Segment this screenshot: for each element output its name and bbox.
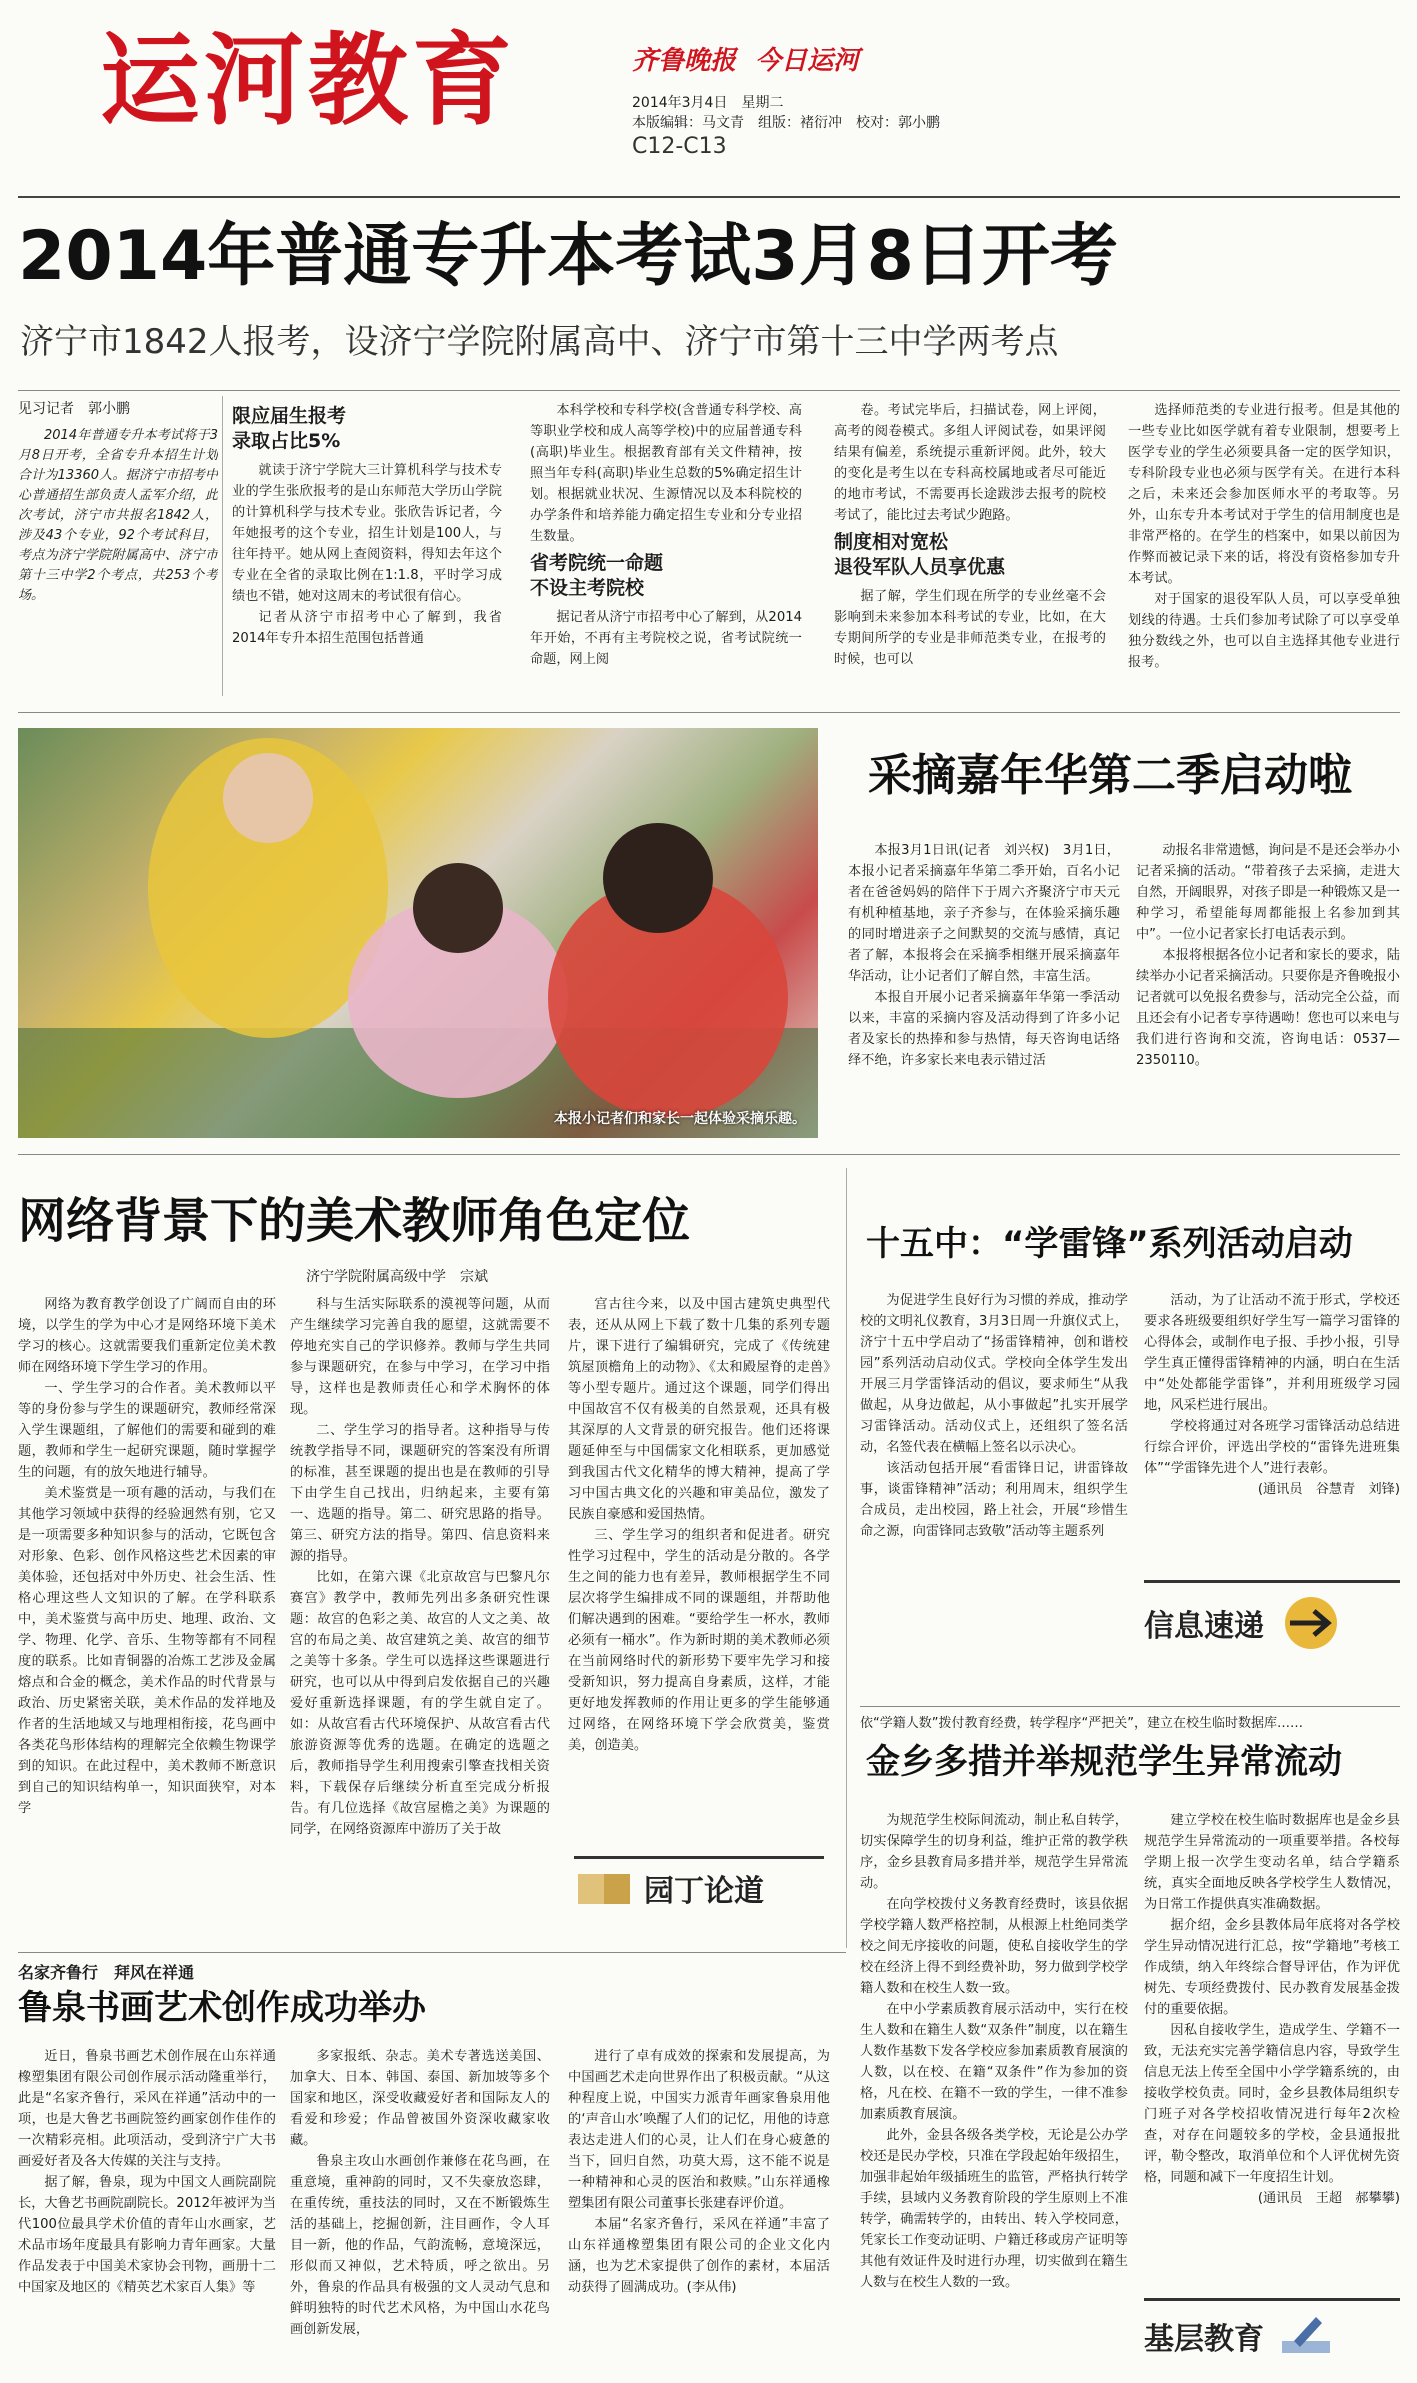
col-divider	[846, 1168, 847, 1948]
paragraph: 本届“名家齐鲁行，采风在祥通”丰富了山东祥通橡塑集团有限公司的企业文化内涵，也为艺术家提供了创作的素材，本届活动获得了圆满成功。(李从伟)	[568, 2217, 830, 2295]
lead-col-2	[232, 400, 502, 696]
paragraph: 建立学校在校生临时数据库也是金乡县规范学生异常流动的一项重要举措。各校每学期上报一次学生变动名单，结合学籍系统，真实全面地反映各学校学生人数情况，为日常工作提供真实准确数据。	[1144, 1813, 1400, 1912]
jinxiang-credit: (通讯员 王超 郝攀攀)	[1257, 2191, 1400, 2206]
masthead-rule	[18, 196, 1400, 198]
lead-summary	[18, 426, 218, 698]
paragraph: 本报3月1日讯(记者 刘兴权) 3月1日，本报小记者采摘嘉年华第二季开始，百名小记者在爸爸妈妈的陪伴下于周六齐聚济宁市天元有机种植基地，亲子齐参与，在体验采摘乐趣的同时增进亲子之间默契的交流与感情，真记者了解，本报将会在采摘季相继开展采摘嘉年华活动，让小记者们了解自然，丰富生活。	[848, 843, 1120, 984]
paragraph: 鲁泉主攻山水画创作兼修在花鸟画，在重意境，重神韵的同时，又不失豪放恣肆，在重传统，重技法的同时，又在不断锻炼生活的基础上，挖掘创新，注目画作，令人耳目一新，他的作品，气韵流畅，意境深远，形似而又神似，艺术特质，呼之欲出。另外，鲁泉的作品具有极强的文人灵动气息和鲜明独特的时代艺术风格，为中国山水花鸟画创新发展，	[290, 2154, 550, 2337]
lead-summary-text: 2014年普通专升本考试将于3月8日开考，全省专升本招生计划合计为13360人。据济宁市招考中心普通招生部负责人孟军介绍，此次考试，济宁市共报名1842人，涉及43个专业，92个考试科目，考点为济宁学院附属高中、济宁市第十三中学2个考点，共253个考场。	[18, 428, 218, 603]
lead-rule	[18, 390, 1400, 391]
paragraph: 比如，在第六课《北京故宫与巴黎凡尔赛宫》教学中，教师先列出多条研究性课题：故宫的色彩之美、故宫的人文之美、故宫的布局之美、故宫建筑之美、故宫的细节之美等十多条。学生可以选择这些课题进行研究，也可以从中得到启发依据自己的兴趣爱好重新选择课题，有的学生就自定了。如：从故宫看古代环境保护、从故宫看古代旅游资源等优秀的选题。在确定的选题之后，教师指导学生利用搜索引擎查找相关资料，下载保存后继续分析直至完成分析报告。有几位选择《故宫屋檐之美》为课题的同学，在网络资源库中游历了关于故	[290, 1570, 550, 1837]
paragraph: 在向学校拨付义务教育经费时，该县依据学校学籍人数严格控制，从根源上杜绝同类学校之间无序接收的问题，使私自接收学生的学校在经济上得不到经费补助，努力做到学校学籍人数和在校生人数一致。	[860, 1897, 1128, 1996]
paragraph: 宫古往今来，以及中国古建筑史典型代表，还从从网上下载了数十几集的系列专题片，课下进行了编辑研究，完成了《传统建筑屋顶檐角上的动物》、《太和殿屋脊的走兽》等小型专题片。通过这个课题，同学们得出中国故宫不仅有极美的自然景观，还具有极其深厚的人文背景的研究报告。他们还将课题延伸至与中国儒家文化相联系，更加感觉到我国古代文化精华的博大精神，提高了学习中国古典文化的兴趣和审美品位，激发了民族自豪感和爱国热情。	[568, 1297, 830, 1522]
strawberry-col-1	[848, 840, 1120, 1136]
painting-headline: 鲁泉书画艺术创作成功举办	[18, 1988, 426, 2028]
lead-col-3	[530, 400, 802, 696]
photo-illustration	[18, 728, 818, 1138]
jinxiang-headline: 金乡多措并举规范学生异常流动	[866, 1742, 1342, 1782]
section-tag-grassroots	[1144, 2298, 1400, 2371]
lead-subhead: 济宁市1842人报考，设济宁学院附属高中、济宁市第十三中学两考点	[20, 322, 1059, 362]
paragraph: 三、学生学习的组织者和促进者。研究性学习过程中，学生的活动是分散的。各学生之间的能力也有差异，教师根据学生不同层次将学生编排成不同的课题组，并帮助他们解决遇到的困难。“要给学生一杯水，教师必须有一桶水”。作为新时期的美术教师必须在当前网络时代的新形势下要牢先学习和接受新知识，努力提高自身素质，这样，才能更好地发挥教师的作用让更多的学生能够通过网络，在网络环境下学会欣赏美，鉴赏美，创造美。	[568, 1528, 830, 1753]
photo-caption: 本报小记者们和家长一起体验采摘乐趣。	[554, 1111, 806, 1127]
leifeng-credit: (通讯员 谷慧青 刘锋)	[1257, 1482, 1400, 1497]
book-icon	[574, 1866, 634, 1910]
lead-subhead-exam: 省考院统一命题 不设主考院校	[530, 552, 664, 599]
paragraph: 据记者从济宁市招考中心了解到，从2014年开始，不再有主考院校之说，省考试院统一命题，网上阅	[530, 610, 802, 667]
painting-col-3	[568, 2046, 830, 2372]
paragraph: 学校将通过对各班学习雷锋活动总结进行综合评价，评选出学校的“雷锋先进班集体”“学雷锋先进个人”进行表彰。	[1144, 1419, 1400, 1476]
pencil-icon	[1276, 2311, 1336, 2361]
lead-headline: 2014年普通专升本考试3月8日开考	[18, 217, 1118, 296]
painting-col-1	[18, 2046, 276, 2372]
paragraph: 据介绍，金乡县教体局年底将对各学校学生异动情况进行汇总，按“学籍地”考核工作成绩，纳入年终综合督导评估，作为评优树先、专项经费拨付、民办教育发展基金拨付的重要依据。	[1144, 1918, 1400, 2017]
issue-date: 2014年3月4日 星期二	[632, 95, 784, 111]
lead-subhead-policy: 制度相对宽松 退役军队人员享优惠	[834, 531, 1006, 578]
paragraph: 为规范学生校际间流动，制止私自转学，切实保障学生的切身利益，维护正常的教学秩序，金乡县教育局多措并举，规范学生异常流动。	[860, 1813, 1128, 1891]
lead-col-4	[834, 400, 1106, 696]
paragraph: 此外，金县各级各类学校，无论是公办学校还是民办学校，只准在学段起始年级招生，加强非起始年级插班生的监管，严格执行转学手续，县域内义务教育阶段的学生原则上不准转学，确需转学的，由转出、转入学校同意，凭家长工作变动证明、户籍迁移或房产证明等其他有效证件及时进行办理，切实做到在籍生人数与在校生人数的一致。	[860, 2128, 1128, 2290]
paragraph: 本报自开展小记者采摘嘉年华第一季活动以来，丰富的采摘内容及活动得到了许多小记者及家长的热捧和参与热情，每天咨询电话络绎不绝，许多家长来电表示错过活	[848, 990, 1120, 1068]
painting-col-2	[290, 2046, 550, 2372]
leifeng-col-2	[1144, 1290, 1400, 1540]
paragraph: 本报将根据各位小记者和家长的要求，陆续举办小记者采摘活动。只要你是齐鲁晚报小记者就可以免报名费参与，活动完全公益，而且还会有小记者专享待遇呦！您也可以来电与我们进行咨询和交流，咨询电话：0537—2350110。	[1136, 948, 1400, 1068]
art-byline: 济宁学院附属高级中学 宗斌	[306, 1269, 488, 1285]
paragraph: 进行了卓有成效的探索和发展提高，为中国画艺术走向世界作出了积极贡献。“从这种程度上说，中国实力派青年画家鲁泉用他的‘声音山水’唤醒了人们的记忆，用他的诗意表达走进人们的心灵，让人们在身心疲惫的当下，回归自然，功莫大焉，这不能不说是一种精神和心灵的医治和救赎。”山东祥通橡塑集团有限公司董事长张建春评价道。	[568, 2049, 830, 2211]
section-rule	[18, 712, 1400, 713]
paragraph: 美术鉴赏是一项有趣的活动，与我们在其他学习领域中获得的经验迥然有别，它又是一项需要多种知识参与的活动，它既包含对形象、色彩、创作风格这些艺术因素的审美体验，还包括对中外历史、社会生活、性格心理这些人文知识的了解。在学科联系中，美术鉴赏与高中历史、地理、政治、文学、物理、化学、音乐、生物等都有不同程度的联系。比如青铜器的冶炼工艺涉及金属熔点和合金的概念，美术作品的时代背景与政治、历史紧密关联，美术作品的发祥地及作者的生活地域又与地理相衔接，花鸟画中各类花鸟形体结构的理解完全依赖生物课学到的知识。在此过程中，美术教师不断意识到自己的知识结构单一，知识面狭窄，对本学	[18, 1486, 276, 1816]
paper-name	[632, 40, 859, 77]
art-col-2	[290, 1294, 550, 1920]
paragraph: 对于国家的退役军队人员，可以享受单独划线的待遇。士兵们参加考试除了可以享受单独分数线之外，也可以自主选择其他专业进行报考。	[1128, 592, 1400, 670]
lead-subhead-quota: 限应届生报考 录取占比5%	[232, 405, 347, 452]
paragraph: 就读于济宁学院大三计算机科学与技术专业的学生张欣报考的是山东师范大学历山学院的计算机科学与技术专业。张欣告诉记者，今年她报考的这个专业，招生计划是100人，与往年持平。她从网上查阅资料，得知去年这个专业在全省的录取比例在1:1.8，平时学习成绩也不错，她对这周末的考试很有信心。	[232, 463, 502, 604]
strawberry-col-2	[1136, 840, 1400, 1136]
leifeng-headline: 十五中：“学雷锋”系列活动启动	[866, 1224, 1353, 1264]
art-col-3	[568, 1294, 830, 1824]
page-numbers: C12-C13	[632, 134, 727, 159]
paragraph: 二、学生学习的指导者。这种指导与传统教学指导不同，课题研究的答案没有所谓的标准，甚至课题的提出也是在教师的引导下由学生自己找出，归纳起来，主要有第一、选题的指导。第二、研究思路的指导。第三、研究方法的指导。第四、信息资料来源的指导。	[290, 1423, 550, 1564]
paragraph: 该活动包括开展“看雷锋日记，讲雷锋故事，谈雷锋精神”活动；利用周末，组织学生合成员，走出校园，路上社会，开展“珍惜生命之源，向雷锋同志致敬”活动等主题系列	[860, 1461, 1128, 1539]
lead-col-5	[1128, 400, 1400, 696]
paragraph: 卷。考试完毕后，扫描试卷，网上评阅，高考的阅卷模式。多组人评阅试卷，如果评阅结果有偏差，系统提示重新评阅。此外，较大的变化是考生以在专科高校属地或者尽可能近的地市考试，不需要再长途跋涉去报考的院校考试了，能比过去考试少跑路。	[834, 403, 1106, 523]
paragraph: 科与生活实际联系的漠视等问题，从而产生继续学习完善自我的愿望，这就需要不停地充实自己的学识修养。教师与学生共同参与课题研究，在参与中学习，在学习中指导，这样也是教师责任心和学术胸怀的体现。	[290, 1297, 550, 1417]
paragraph: 活动，为了让活动不流于形式，学校还要求各班级要组织好学生写一篇学习雷锋的心得体会，或制作电子报、手抄小报，引导学生真正懂得雷锋精神的内涵，明白在生活中“处处都能学雷锋”，并利用班级学习园地，风采栏进行展出。	[1144, 1293, 1400, 1413]
paragraph: 动报名非常遗憾，询问是不是还会举办小记者采摘的活动。“带着孩子去采摘，走进大自然，开阔眼界，对孩子即是一种锻炼又是一种学习，希望能每周都能报上名参加到其中”。一位小记者家长打电话表示到。	[1136, 843, 1400, 942]
jinxiang-ticker: 依“学籍人数”拨付教育经费，转学程序“严把关”，建立在校生临时数据库……	[860, 1716, 1303, 1731]
strawberry-photo	[18, 728, 818, 1138]
leifeng-col-1	[860, 1290, 1128, 1700]
lead-byline: 见习记者 郭小鹏	[18, 401, 130, 417]
col-divider	[222, 396, 223, 696]
painting-kicker: 名家齐鲁行 拜风在祥通	[18, 1963, 195, 1982]
paragraph: 为促进学生良好行为习惯的养成，推动学校的文明礼仪教育，3月3日周一升旗仪式上，济宁十五中学启动了“扬雷锋精神，创和谐校园”系列活动启动仪式。学校向全体学生发出开展三月学雷锋活动的倡议，要求师生“从我做起，从身边做起，从小事做起”扎实开展学习雷锋活动。活动仪式上，还组织了签名活动，名签代表在横幅上签名以示决心。	[860, 1293, 1128, 1455]
paragraph: 多家报纸、杂志。美术专著选送美国、加拿大、日本、韩国、泰国、新加坡等多个国家和地区，深受收藏爱好者和国际友人的看爱和珍爱；作品曾被国外资深收藏家收藏。	[290, 2049, 550, 2148]
page-editors: 本版编辑：马文青 组版：褚衍冲 校对：郭小鹏	[632, 115, 940, 131]
paragraph: 记者从济宁市招考中心了解到，我省2014年专升本招生范围包括普通	[232, 610, 502, 646]
paragraph: 因私自接收学生，造成学生、学籍不一致，无法充实完善学籍信息内容，导致学生信息无法上传至全国中小学学籍系统的，由接收学校负责。同时，金乡县教体局组织专门班子对各学校招收情况进行每年2次检查，对存在问题较多的学校，金县通报批评，勒令整改，取消单位和个人评优树先资格，同题和减下一年度招生计划。	[1144, 2023, 1400, 2185]
paragraph: 据了解，鲁泉，现为中国文人画院副院长，大鲁艺书画院副院长。2012年被评为当代100位最具学术价值的青年山水画家，艺术品市场年度最具有影响力青年画家。大量作品发表于中国美术家协会刊物，画册十二中国家及地区的《精英艺术家百人集》等	[18, 2175, 276, 2295]
paragraph: 在中小学素质教育展示活动中，实行在校生人数和在籍生人数“双条件”制度，以在籍生人数作基数下发各学校应参加素质教育展演的人数，以在校、在籍“双条件”作为参加的资格，凡在校、在籍不一致的学生，一律不准参加素质教育展演。	[860, 2002, 1128, 2122]
paragraph: 据了解，学生们现在所学的专业丝毫不会影响到未来参加本科考试的专业，比如，在大专期间所学的专业是非师范类专业，在报考的时候，也可以	[834, 589, 1106, 667]
masthead-title: 运河教育	[100, 21, 516, 139]
art-col-1	[18, 1294, 276, 1920]
edition-name: 今日运河	[755, 46, 860, 76]
paragraph: 一、学生学习的合作者。美术教师以平等的身份参与学生的课题研究，教师经常深入学生课题组，了解他们的需要和碰到的难题，教师和学生一起研究课题，随时掌握学生的问题，有的放矢地进行辅导。	[18, 1381, 276, 1480]
paragraph: 网络为教育教学创设了广阔而自由的环境，以学生的学为中心才是网络环境下美术学习的核心。这就需要我们重新定位美术教师在网络环境下学生学习的作用。	[18, 1297, 276, 1375]
jinxiang-col-2	[1144, 1810, 1400, 2280]
column-tag-gardener	[574, 1856, 824, 1917]
section-tag-label: 基层教育	[1144, 2322, 1264, 2357]
section-tag-label: 信息速递	[1144, 1609, 1264, 1644]
arrow-icon	[1276, 1593, 1346, 1653]
column-tag-label: 园丁论道	[644, 1874, 764, 1909]
art-headline: 网络背景下的美术教师角色定位	[18, 1193, 691, 1249]
section-tag-news	[1144, 1580, 1400, 1663]
paragraph: 近日，鲁泉书画艺术创作展在山东祥通橡塑集团有限公司创作展示活动隆重举行，此是“名家齐鲁行，采风在祥通”活动中的一项，也是大鲁艺书画院签约画家创作佳作的一次精彩亮相。此项活动，受到济宁广大书画爱好者及各大传媒的关注与支持。	[18, 2049, 276, 2169]
strawberry-headline: 采摘嘉年华第二季启动啦	[868, 750, 1352, 801]
section-rule	[18, 1154, 1400, 1155]
section-rule	[860, 1706, 1400, 1707]
paper-logo: 齐鲁晚报	[632, 46, 737, 76]
paragraph: 本科学校和专科学校(含普通专科学校、高等职业学校和成人高等学校)中的应届普通专科(高职)毕业生。根据教育部有关文件精神，按照当年专科(高职)毕业生总数的5%确定招生计划。根据就业状况、生源情况以及本科院校的办学条件和培养能力确定招生专业和分专业招生数量。	[530, 403, 802, 544]
jinxiang-col-1	[860, 1810, 1128, 2370]
section-rule	[18, 1952, 846, 1953]
paragraph: 选择师范类的专业进行报考。但是其他的一些专业比如医学就有着专业限制，想要考上医学专业的学生必须要具备一定的医学知识，专科阶段专业也必须与医学有关。在进行本科之后，未来还会参加医师水平的考取等。另外，山东专升本考试对于学生的信用制度也是非常严格的。在学生的档案中，如果以前因为作弊而被记录下来的话，将没有资格参加专升本考试。	[1128, 403, 1400, 586]
